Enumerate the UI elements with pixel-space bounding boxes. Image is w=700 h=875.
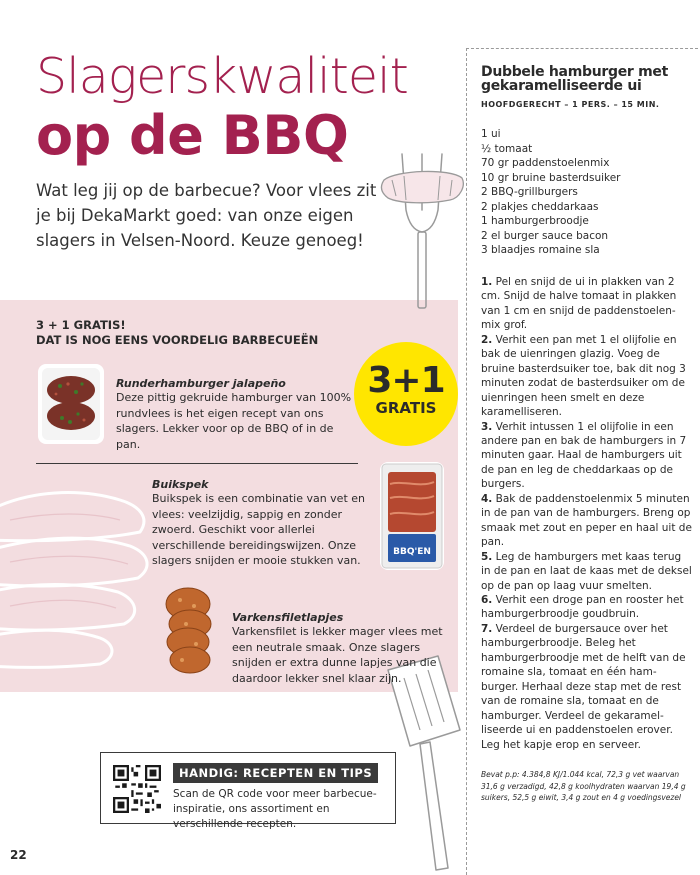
step-number: 2. [481,333,493,346]
recipe-panel [466,48,698,875]
step-number: 3. [481,420,493,433]
tip-text: Scan de QR code voor meer barbecue-inspiratie, ons assortiment en verschillende recepten. [173,788,377,830]
step-text: Verhit een pan met 1 el olijfolie en bak de uienringen glazig. Voeg de bruine basterdsuiker toe, bak dit nog 3 minuten zodat de basterdsuiker om de uienringen heen smelt en deze karamelliseren. [481,333,686,419]
recipe-step [481,420,693,492]
ingredient-item: 2 el burger sauce bacon [481,229,609,242]
promo-heading-line1: 3 + 1 GRATIS! [36,318,126,332]
ingredient-item: 1 hamburgerbroodje [481,215,589,227]
step-number: 7. [481,622,493,635]
recipe-step [481,622,693,752]
ingredient-item: 3 blaadjes romaine sla [481,244,600,256]
step-text: Leg de hamburgers met kaas terug in de pan en laat de kaas met de deksel op de pan op laag vuur smelten. [481,550,692,592]
product-desc-bacon: Buikspek is een combinatie van vet en vlees: veelzijdig, sappig en zonder zwoerd. Geschikt voor allerlei verschillende bereidingswijzen. Onze slagers snijden er mooie stukken van. [152,492,366,567]
step-text: Bak de paddenstoelenmix 5 minuten in de pan van de hamburgers. Breng op smaak met zout en peper en haal uit de pan. [481,492,692,549]
recipe-step [481,275,693,333]
ingredient-list [481,127,621,258]
recipe-step [481,550,693,593]
promo-heading-line2: DAT IS NOG EENS VOORDELIG BARBECUEËN [36,333,319,347]
ingredient-item: 10 gr bruine basterdsuiker [481,171,621,184]
qr-code-icon[interactable] [113,765,161,813]
product-desc-burger: Deze pittig gekruide hamburger van 100% rundvlees is het eigen recept van ons slagers. Lekker voor op de BBQ of in de pan. [116,391,352,451]
bacon-pack-label: BBQ'EN [393,547,431,557]
tip-box [100,752,396,830]
ingredient-item: 1 ui [481,128,501,140]
pork-fillet-image [160,584,218,676]
ingredient-item: 2 plakjes cheddarkaas [481,200,599,213]
product-title-pork: Varkensfiletlapjes [232,611,344,624]
step-text: Pel en snijd de ui in plakken van 2 cm. Snijd de halve tomaat in plakken van 1 cm en snijd de paddenstoelen-mix grof. [481,276,677,332]
promo-badge-number: 3+1 [367,360,445,401]
recipe-title: Dubbele hamburger met gekaramelliseerde ui [481,64,668,94]
step-number: 6. [481,593,493,606]
hamburger-patties-image [38,364,104,444]
recipe-meta: HOOFDGERECHT – 1 PERS. – 15 MIN. [481,100,660,109]
step-number: 4. [481,492,493,505]
meat-slices-illustration [0,470,160,670]
recipe-step [481,593,693,622]
product-divider [36,463,358,464]
page-title-emphasis: op de BBQ [36,104,349,167]
step-number: 1. [481,276,493,288]
intro-text: Wat leg jij op de barbecue? Voor vlees zit je bij DekaMarkt goed: van onze eigen slagers in Velsen-Noord. Keuze genoeg! [36,181,377,250]
promo-badge [354,342,458,446]
recipe-step [481,492,693,550]
ingredient-item: ½ tomaat [481,142,533,155]
promo-badge-label: GRATIS [375,399,437,417]
ingredient-item: 2 BBQ-grillburgers [481,186,578,198]
step-text: Verdeel de burgersauce over het hamburgerbroodje. Beleg het hamburgerbroodje met de helft van de romaine sla, tomaat en één ham-burger. Herhaal deze stap met de rest van de romaine sla, tomaat en de hamburger. Verdeel de gekaramel-liseerde ui en paddenstoelen erover. Leg het kapje erop en serveer. [481,622,686,751]
ingredient-item: 70 gr paddenstoelenmix [481,157,610,169]
step-text: Verhit een droge pan en rooster het hamburgerbroodje goudbruin. [481,593,684,621]
page-title: Slagerskwaliteit [36,48,408,105]
tip-heading: HANDIG: RECEPTEN EN TIPS [173,763,378,783]
product-title-burger: Runderhamburger jalapeño [116,377,286,390]
bacon-pack-image [380,462,444,570]
nutrition-info: Bevat p.p: 4.384,8 KJ/1.044 kcal, 72,3 g vet waarvan 31,6 g verzadigd, 42,8 g koolhydraten waarvan 19,4 g suikers, 52,5 g eiwit, 3,4 g zout en 4 g voedingsvezel [481,770,686,802]
promo-heading [36,318,336,348]
product-desc-pork: Varkensfilet is lekker mager vlees met een neutrale smaak. Onze slagers snijden er extra dunne lapjes van die daardoor lekker snel klaar zijn. [232,625,443,685]
recipe-steps [481,275,693,752]
step-text: Verhit intussen 1 el olijfolie in een andere pan en bak de hamburgers in 7 minuten gaar. Haal de hamburgers uit de pan en leg de cheddarkaas op de burgers. [481,420,687,491]
recipe-step [481,333,693,420]
page-number: 22 [10,848,27,862]
step-number: 5. [481,550,493,563]
product-title-bacon: Buikspek [152,478,209,491]
